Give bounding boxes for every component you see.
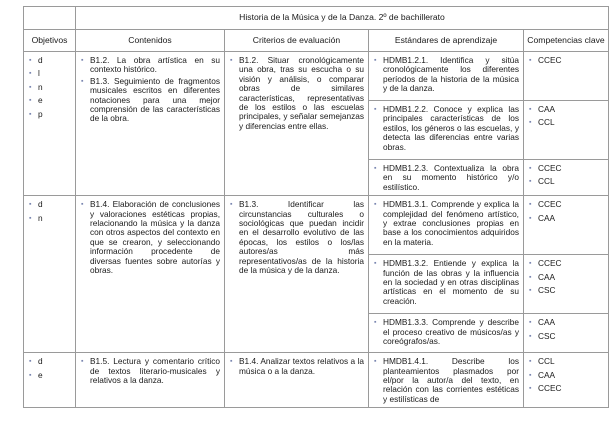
bullet-icon: ▪ (529, 319, 532, 327)
bullet-icon: ▪ (529, 385, 532, 393)
objetivos-cell (24, 52, 76, 196)
bullet-icon: ▪ (81, 57, 84, 64)
competencias-cell (524, 52, 609, 101)
bullet-icon: ▪ (230, 57, 233, 64)
bullet-icon: ▪ (529, 273, 532, 281)
contenido-item: ▪ B1.2. La obra artística en su contexto histórico. (81, 55, 220, 75)
criterio-item: ▪ B1.3. Identificar las circunstancias culturales o sociológicas que puedan incidir en el desarrollo evolutivo de las épocas, los estilos o los/las autores/as más representativos/as de la historia de la música y de la danza. (230, 199, 364, 276)
bullet-icon: ▪ (374, 57, 377, 64)
competencia-item: ▪ CCEC (529, 383, 562, 394)
header-contenidos: Contenidos (76, 30, 225, 52)
estandar-item: ▪ HDMB1.3.2. Entiende y explica la función de las obras y la influencia en la sociedad y en otras disciplinas artísticas en el momento de su creación. (374, 258, 519, 306)
competencia-item: ▪ CSC (529, 285, 556, 296)
bullet-icon: ▪ (529, 260, 532, 268)
competencias-cell (524, 353, 609, 408)
competencias-cell (524, 196, 609, 255)
bullet-icon: ▪ (529, 106, 532, 113)
competencia-item: ▪ CCL (529, 356, 555, 367)
header-criterios: Criterios de evaluación (225, 30, 369, 52)
bullet-icon: ▪ (29, 83, 32, 91)
competencia-item: ▪ CAA (529, 104, 556, 114)
objetivo-item: ▪ n (29, 81, 43, 92)
objetivos-cell (24, 196, 76, 353)
objetivo-item: ▪ d (29, 55, 43, 65)
bullet-icon: ▪ (529, 214, 532, 222)
table-row (24, 353, 609, 408)
criterio-cell (225, 353, 369, 408)
objetivo-item: ▪ n (29, 212, 43, 223)
estandar-item: ▪ HDMB1.2.1. Identifica y sitúa cronológicamente los diferentes períodos de la historia de la música y de la danza. (374, 55, 519, 94)
contenidos-cell (76, 52, 225, 196)
criterio-cell (225, 52, 369, 196)
estandar-cell (369, 101, 524, 160)
bullet-icon: ▪ (29, 110, 32, 118)
bullet-icon: ▪ (529, 358, 532, 366)
bullet-icon: ▪ (374, 319, 377, 327)
competencias-cell (524, 255, 609, 314)
estandar-cell (369, 314, 524, 353)
objetivos-cell (24, 353, 76, 408)
competencias-cell (524, 160, 609, 196)
criterio-item: ▪ B1.4. Analizar textos relativos a la música o a la danza. (230, 356, 364, 376)
estandar-item: ▪ HMDB1.4.1. Describe los planteamientos plasmados por el/por la autor/a del texto, en relación con las corrientes estéticas y estilísticas de (374, 356, 519, 404)
bullet-icon: ▪ (529, 201, 532, 209)
table-title: Historia de la Música y de la Danza. 2º de bachillerato (76, 7, 609, 30)
header-objetivos: Objetivos (24, 30, 76, 52)
bullet-icon: ▪ (81, 358, 84, 366)
bullet-icon: ▪ (230, 358, 233, 366)
bullet-icon: ▪ (529, 287, 532, 295)
competencia-item: ▪ CAA (529, 212, 556, 223)
bullet-icon: ▪ (529, 165, 532, 172)
header-competencias: Competencias clave (524, 30, 609, 52)
estandar-cell (369, 196, 524, 255)
competencia-item: ▪ CCEC (529, 199, 562, 210)
objetivo-item: ▪ d (29, 199, 43, 210)
competencias-cell (524, 101, 609, 160)
bullet-icon: ▪ (29, 358, 32, 366)
bullet-icon: ▪ (374, 201, 377, 209)
contenido-item: ▪ B1.5. Lectura y comentario crítico de textos literario-musicales y relativos a la danza. (81, 356, 220, 386)
bullet-icon: ▪ (529, 178, 532, 186)
table-row (24, 196, 609, 255)
bullet-icon: ▪ (230, 201, 233, 209)
estandar-cell (369, 160, 524, 196)
objetivo-item: ▪ l (29, 68, 40, 79)
competencia-item: ▪ CCEC (529, 55, 562, 65)
bullet-icon: ▪ (29, 201, 32, 209)
bullet-icon: ▪ (29, 214, 32, 222)
bullet-icon: ▪ (529, 332, 532, 340)
bullet-icon: ▪ (29, 57, 32, 64)
criterio-item: ▪ B1.2. Situar cronológicamente una obra, tras su escucha o su visión y análisis, o comparar obras de similares características, representativas de los estilos o las escuelas principales, y señalar semejanzas y diferencias entre ellas. (230, 55, 364, 131)
contenido-item: ▪ B1.4. Elaboración de conclusiones y valoraciones estéticas propias, relacionando la música y la danza con otros aspectos del contexto en que se crearon, y seleccionando información procedente de diversas fuentes sobre autorías y obras. (81, 199, 220, 276)
bullet-icon: ▪ (374, 165, 377, 172)
criterio-cell (225, 196, 369, 353)
competencia-item: ▪ CCEC (529, 163, 562, 173)
estandar-cell (369, 255, 524, 314)
objetivo-item: ▪ d (29, 356, 43, 367)
objetivo-item: ▪ e (29, 95, 43, 106)
competencia-item: ▪ CAA (529, 369, 556, 380)
competencia-item: ▪ CAA (529, 317, 556, 328)
competencias-cell (524, 314, 609, 353)
competencia-item: ▪ CSC (529, 330, 556, 341)
competencia-item: ▪ CCL (529, 176, 555, 187)
estandar-cell (369, 353, 524, 408)
contenidos-cell (76, 353, 225, 408)
estandar-item: ▪ HDMB1.3.1. Comprende y explica la complejidad del fenómeno artístico, y extrae conclusiones propias en base a los conocimientos adquiridos en la materia. (374, 199, 519, 247)
bullet-icon: ▪ (374, 358, 377, 366)
estandar-item: ▪ HDMB1.3.3. Comprende y describe el proceso creativo de músicos/as y coreógrafos/as. (374, 317, 519, 347)
bullet-icon: ▪ (374, 260, 377, 268)
bullet-icon: ▪ (81, 201, 84, 209)
estandar-cell (369, 52, 524, 101)
bullet-icon: ▪ (529, 371, 532, 379)
bullet-icon: ▪ (374, 106, 377, 113)
objetivo-item: ▪ e (29, 369, 43, 380)
competencia-item: ▪ CCEC (529, 258, 562, 269)
bullet-icon: ▪ (29, 97, 32, 105)
objetivo-item: ▪ p (29, 108, 43, 119)
contenidos-cell (76, 196, 225, 353)
competencia-item: ▪ CCL (529, 117, 555, 128)
bullet-icon: ▪ (529, 119, 532, 127)
bullet-icon: ▪ (81, 77, 84, 85)
bullet-icon: ▪ (29, 70, 32, 78)
bullet-icon: ▪ (529, 57, 532, 64)
estandar-item: ▪ HDMB1.2.2. Conoce y explica las principales características de los estilos, los géneros o las escuelas, y detecta las diferencias entre varias obras. (374, 104, 519, 152)
bullet-icon: ▪ (29, 371, 32, 379)
corner-cell (24, 7, 76, 30)
header-estandares: Estándares de aprendizaje (369, 30, 524, 52)
competencia-item: ▪ CAA (529, 271, 556, 282)
contenido-item: ▪ B1.3. Seguimiento de fragmentos musicales escritos en diferentes notaciones para una mejor comprensión de las características de la obra. (81, 75, 220, 124)
table-row (24, 52, 609, 101)
curriculum-table (23, 6, 609, 408)
estandar-item: ▪ HDMB1.2.3. Contextualiza la obra en su momento histórico y/o estilístico. (374, 163, 519, 192)
